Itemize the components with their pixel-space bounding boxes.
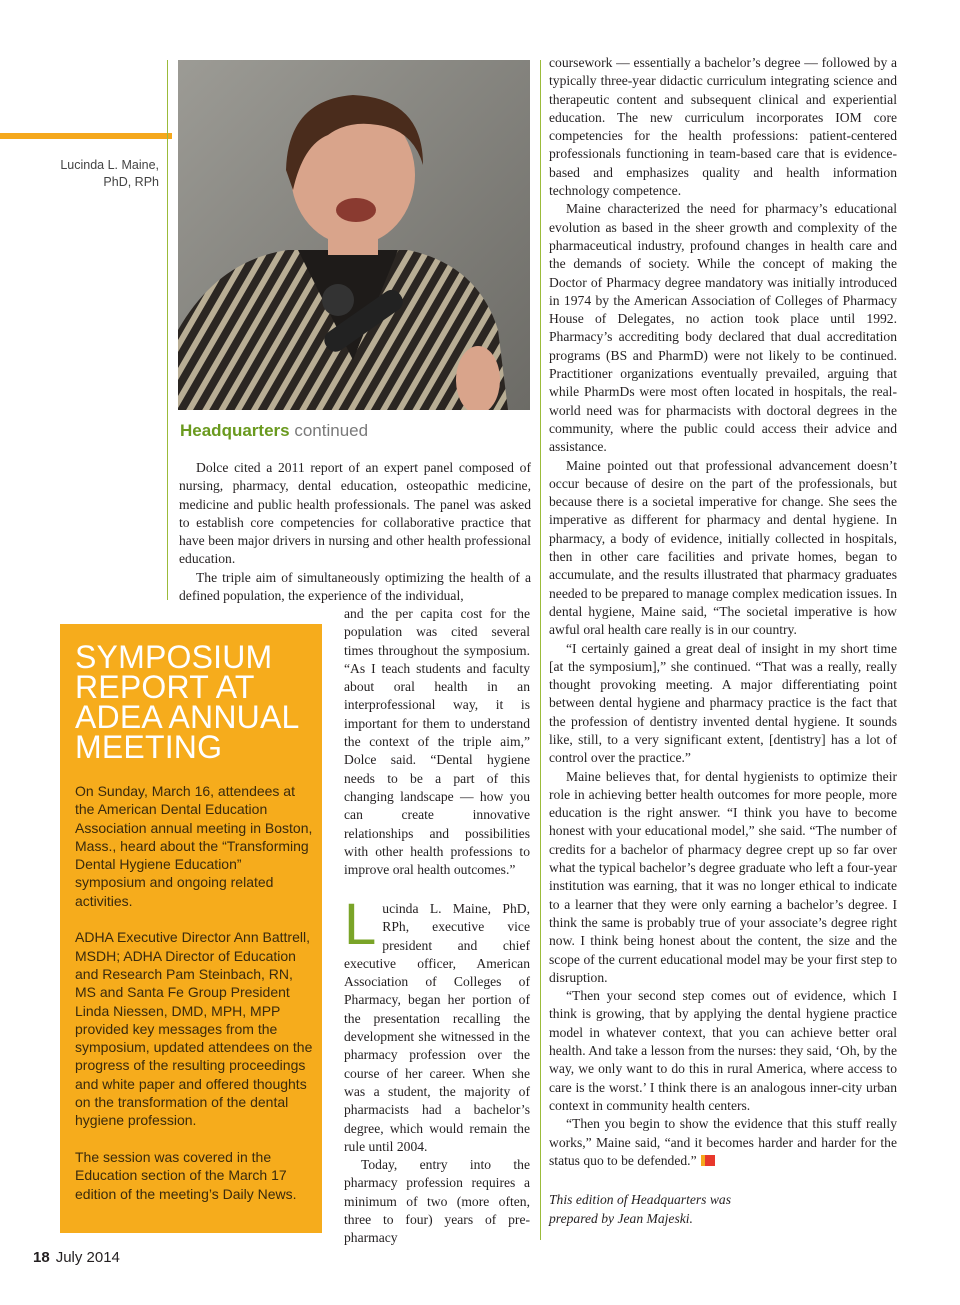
paragraph: and the per capita cost for the population was cited several times throughout the symposium. “As I teach students and faculty about oral health in an interprofessional way, it is important for them to understand the context of the triple aim,” Dolce said. “Dental hygiene needs to be a part of this changing landscape — how you can create innovative relationships and possibilities with other health professions to improve oral health outcomes.”: [344, 606, 530, 878]
section-heading: [180, 421, 540, 441]
drop-cap: L: [344, 892, 377, 957]
sidebar-paragraph: On Sunday, March 16, attendees at the American Dental Education Association annual meeting in Boston, Mass., heard about the “Transforming Dental Hygiene Education” symposium and ongoing related activities.: [75, 783, 313, 909]
caption-line: Lucinda L. Maine,: [60, 158, 159, 172]
paragraph: Maine pointed out that professional advancement doesn’t occur because of desire on the part of the professionals, but because there is a societal imperative for change. She sees the imperative as different for pharmacy and dental hygiene. In pharmacy, a body of evidence, initially collected in hospitals, then in other care facilities and private homes, began to accumulate, and the results illustrated that pharmacy graduates needed to be prepared to manage complex medication issues. In dental hygiene, Maine said, “The societal imperative is how awful oral health care really is in our country.: [549, 457, 897, 638]
paragraph: [344, 892, 530, 1156]
section-title: Headquarters: [180, 421, 290, 440]
issue-date: July 2014: [55, 1249, 120, 1266]
symposium-sidebar: [60, 624, 322, 1233]
paragraph: coursework — essentially a bachelor’s degree — followed by a typically three-year didactic curriculum integrating science and therapeutic content and subsequent clinical and experiential education. The new curriculum incorporates IOM core competencies for the health professions: patient-centered professionals functioning in team-based care that is evidence-based and emphasizes quality and health information technology competence.: [549, 55, 897, 199]
paragraph: Today, entry into the pharmacy profession requires a minimum of two (more often, three to four) years of pre-pharmacy: [344, 1157, 530, 1246]
paragraph-text: ucinda L. Maine, PhD, RPh, executive vice president and chief executive officer, American Association of Colleges of Pharmacy, began her portion of the presentation recalling the development she witnessed in the pharmacy profession over the course of her career. When she was a student, the majority of pharmacists had a bachelor’s degree, which would remain the rule until 2004.: [344, 901, 530, 1154]
page-number: 18: [33, 1249, 50, 1266]
paragraph: Dolce cited a 2011 report of an expert panel composed of nursing, pharmacy, dental education, osteopathic medicine, medicine and public health professionals. The panel was asked to establish core competencies for collaborative practice that have been major drivers in nursing and other health professional education.: [179, 460, 531, 567]
page-footer: [33, 1249, 120, 1266]
sidebar-title: [75, 639, 315, 765]
paragraph: “Then your second step comes out of evidence, which I think is growing, that by applying the dental hygiene practice model in whatever context, that you can achieve better oral health. And take a lesson from the nurses: they said, ‘Oh, by the way, we only want to do this in rural America, where access to care is the worst.’ I think there is an analogous inner-city urban context in community health centers.: [549, 988, 897, 1113]
article-column-a: [179, 459, 531, 605]
sidebar-title-line: ADEA ANNUAL: [75, 699, 300, 735]
photo-caption: [40, 157, 159, 191]
speaker-photo: [178, 60, 530, 410]
article-column-c: [344, 892, 530, 1248]
paragraph: Maine believes that, for dental hygienists to optimize their role in achieving better health outcomes for more people, more education is the right answer. “I think you have to become honest with your educational model,” she said. “The number of credits for a bachelor of pharmacy degree crept up so far over what the typical bachelor’s degree graduate who left a four-year institution was earning, that it was no longer ethical to indicate to a learner that they were only earning a bachelor’s degree. I think the same is probably true of your associate’s degree right now. I think being honest about the content, the size and the scope of the current educational model may be your first step to disruption.: [549, 768, 897, 985]
credit-line: prepared by Jean Majeski.: [549, 1210, 693, 1226]
paragraph-text: “Then you begin to show the evidence that this stuff really works,” Maine said, “and it becomes harder and harder for the status quo to be defended.”: [549, 1116, 897, 1168]
section-continued: continued: [294, 421, 369, 440]
paragraph: The triple aim of simultaneously optimizing the health of a defined population, the experience of the individual,: [179, 569, 531, 604]
article-column-b: [344, 605, 530, 879]
sidebar-title-line: MEETING: [75, 729, 223, 765]
accent-rule: [0, 133, 172, 139]
sidebar-title-line: REPORT AT: [75, 669, 255, 705]
caption-line: PhD, RPh: [103, 175, 159, 189]
sidebar-paragraph: The session was covered in the Education section of the March 17 edition of the meeting’s Daily News.: [75, 1148, 297, 1202]
edition-credit: [549, 1191, 897, 1228]
column-divider: [540, 60, 541, 1240]
column-divider: [167, 60, 168, 600]
end-mark-icon: [701, 1155, 715, 1166]
sidebar-body: [75, 782, 313, 1221]
sidebar-paragraph: ADHA Executive Director Ann Battrell, MSDH; ADHA Director of Education and Research Pam Steinbach, RN, MS and Santa Fe Group President Linda Niessen, DMD, MPH, MPP provided key messages from the symposium, updated attendees on the progress of the resulting proceedings and white paper and offered thoughts on the transformation of the dental hygiene profession.: [75, 929, 313, 1129]
article-column-right: [549, 54, 897, 1170]
paragraph: Maine characterized the need for pharmacy’s educational evolution as based in the sheer growth and complexity of the pharmaceutical industry, profound changes in health care and the demands of society. While the concept of making the Doctor of Pharmacy degree mandatory was initially introduced in 1974 by the American Association of Colleges of Pharmacy House of Delegates, no action took place until 1992. Pharmacy’s accrediting body declared that dual accreditation programs (BS and PharmD) were not likely to be continued. Practitioner organizations eventually prevailed, arguing that while PharmDs were most often located in hospitals, the real-world need was for pharmacists with doctoral degrees in the community, where the public could access their advice and assistance.: [549, 201, 897, 455]
paragraph: “I certainly gained a great deal of insight in my short time [at the symposium],” she continued. “That was a really, really thought provoking meeting. A major differentiating point between dental hygiene and pharmacy practice is the fact that the profession of dentistry invented dental hygiene. It sounds like, still, to a very significant extent, [dentistry] has a lot of control over the practice.”: [549, 640, 897, 766]
sidebar-title-line: SYMPOSIUM: [75, 639, 273, 675]
speaker-photo-illustration: [178, 60, 530, 410]
credit-line: This edition of Headquarters was: [549, 1192, 732, 1207]
paragraph: [549, 1115, 897, 1170]
